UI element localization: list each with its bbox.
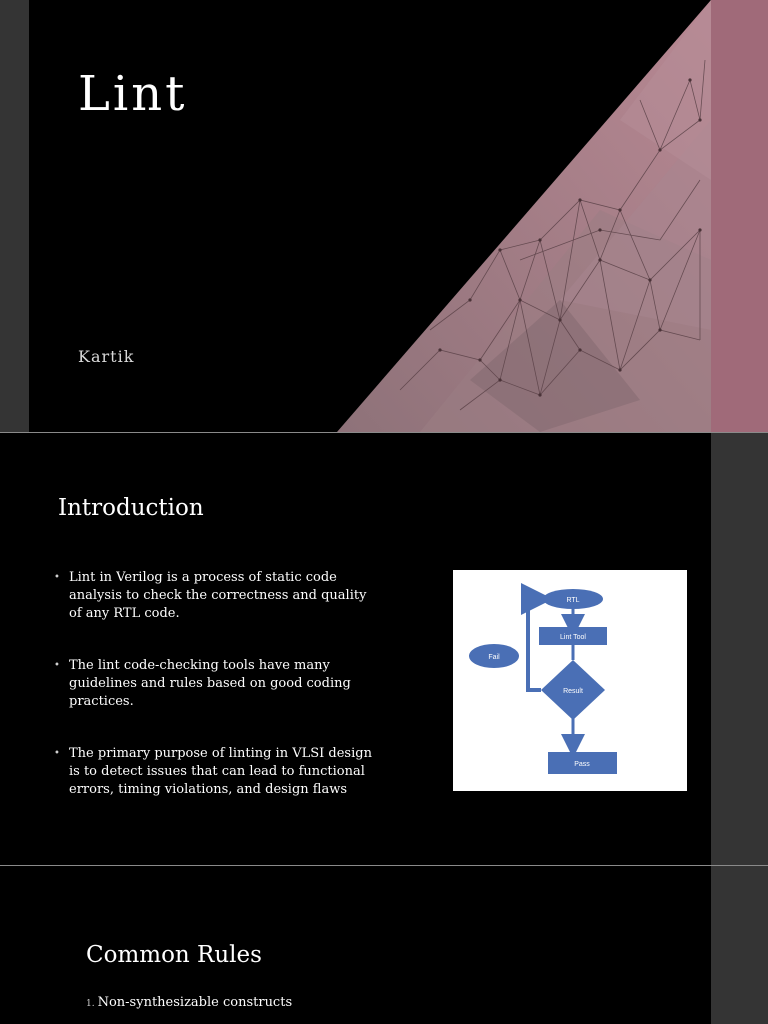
slide-title: Lint bbox=[78, 66, 188, 122]
pass-label: Pass bbox=[574, 761, 590, 768]
rule-item bbox=[86, 995, 292, 1010]
rtl-label: RTL bbox=[566, 597, 580, 604]
rules-list bbox=[86, 995, 292, 1010]
bullet-list bbox=[54, 569, 374, 833]
result-label: Result bbox=[563, 688, 583, 695]
polygon-network-art bbox=[0, 0, 768, 432]
right-accent-bar bbox=[711, 433, 768, 865]
left-accent-bar bbox=[0, 0, 29, 432]
bullet-item: • The primary purpose of linting in VLSI design is to detect issues that can lead to functional errors, timing violations, and design flaws bbox=[54, 745, 374, 799]
author-name: Kartik bbox=[78, 347, 135, 366]
slide-heading: Common Rules bbox=[86, 942, 262, 968]
fail-label: Fail bbox=[488, 654, 500, 661]
slide-heading: Introduction bbox=[58, 495, 204, 521]
right-accent-bar bbox=[711, 866, 768, 1024]
bullet-item: • The lint code-checking tools have many guidelines and rules based on good coding practices. bbox=[54, 657, 374, 711]
rule-text: Non-synthesizable constructs bbox=[97, 995, 293, 1010]
introduction-slide bbox=[0, 433, 768, 865]
lint-flowchart bbox=[453, 570, 687, 791]
bullet-item: • Lint in Verilog is a process of static code analysis to check the correctness and quality of any RTL code. bbox=[54, 569, 374, 623]
title-slide bbox=[0, 0, 768, 432]
common-rules-slide bbox=[0, 866, 768, 1024]
lint-tool-label: Lint Tool bbox=[560, 634, 586, 641]
rule-number: 1. bbox=[86, 999, 95, 1009]
right-accent-bar bbox=[711, 0, 768, 432]
